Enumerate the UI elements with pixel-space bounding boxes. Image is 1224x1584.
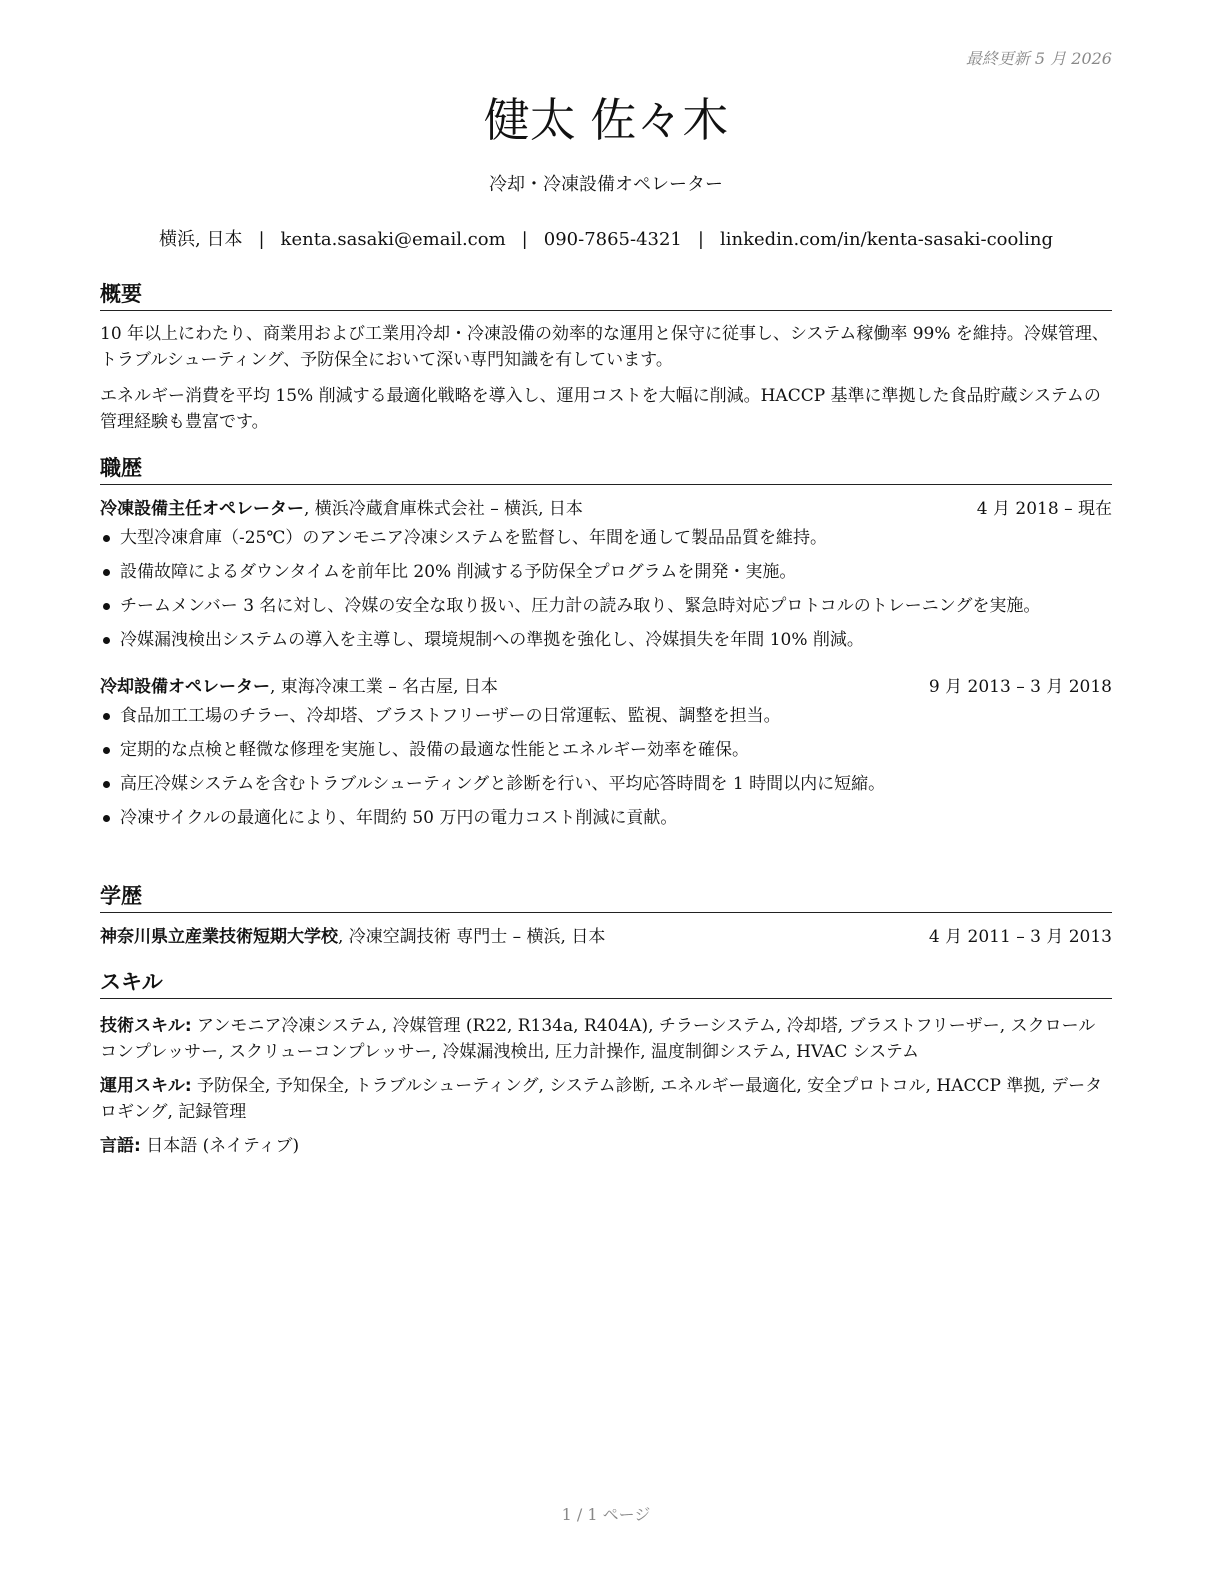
skills-section	[100, 966, 1112, 1159]
education-dates: 4 月 2011 – 3 月 2013	[928, 927, 1112, 947]
list-item: 冷凍サイクルの最適化により、年間約 50 万円の電力コスト削減に貢献。	[120, 805, 1112, 831]
section-heading: 学歴	[100, 880, 1112, 913]
contact-location: 横浜, 日本	[159, 229, 243, 250]
school-name: 神奈川県立産業技術短期大学校	[100, 927, 338, 947]
list-item: 高圧冷媒システムを含むトラブルシューティングと診断を行い、平均応答時間を 1 時間以内に短縮。	[120, 771, 1112, 797]
contact-line	[100, 225, 1112, 251]
contact-separator: |	[697, 229, 704, 250]
job-org: , 東海冷凍工業 – 名古屋, 日本	[270, 677, 498, 697]
job-bullets	[100, 525, 1112, 653]
summary-paragraph: 10 年以上にわたり、商業用および工業用冷却・冷凍設備の効率的な運用と保守に従事し、システム稼働率 99% を維持。冷媒管理、トラブルシューティング、予防保全において深い専門知識を有しています。	[100, 324, 1109, 370]
candidate-name: 健太 佐々木	[483, 93, 729, 147]
page-number: 1 / 1 ページ	[561, 1505, 651, 1524]
list-item: チームメンバー 3 名に対し、冷媒の安全な取り扱い、圧力計の読み取り、緊急時対応プロトコルのトレーニングを実施。	[120, 593, 1112, 619]
contact-separator: |	[258, 229, 265, 250]
skill-label: 言語:	[100, 1136, 141, 1156]
experience-section	[100, 452, 1112, 839]
job-title: 冷却設備オペレーター	[100, 677, 270, 697]
skill-value: 予防保全, 予知保全, トラブルシューティング, システム診断, エネルギー最適化, 安全プロトコル, HACCP 準拠, データロギング, 記録管理	[100, 1076, 1103, 1122]
skill-value: 日本語 (ネイティブ)	[140, 1136, 300, 1156]
section-heading: スキル	[100, 966, 1112, 999]
degree-detail: , 冷凍空調技術 専門士 – 横浜, 日本	[338, 927, 606, 947]
list-item: 冷媒漏洩検出システムの導入を主導し、環境規制への準拠を強化し、冷媒損失を年間 10% 削減。	[120, 627, 1112, 653]
skill-label: 運用スキル:	[100, 1076, 192, 1096]
skill-row	[100, 1073, 1112, 1125]
job-header	[100, 497, 1112, 521]
job-org: , 横浜冷蔵倉庫株式会社 – 横浜, 日本	[304, 499, 583, 519]
summary-paragraph: エネルギー消費を平均 15% 削減する最適化戦略を導入し、運用コストを大幅に削減。HACCP 基準に準拠した食品貯蔵システムの管理経験も豊富です。	[100, 386, 1101, 432]
contact-separator: |	[521, 229, 528, 250]
education-entry	[100, 925, 1112, 949]
skill-row	[100, 1013, 1112, 1065]
section-heading: 概要	[100, 278, 1112, 311]
job-title: 冷凍設備主任オペレーター	[100, 499, 304, 519]
skill-value: アンモニア冷凍システム, 冷媒管理 (R22, R134a, R404A), チラーシステム, 冷却塔, ブラストフリーザー, スクロールコンプレッサー, スクリューコンプレッサー, 冷媒漏洩検出, 圧力計操作, 温度制御システム, HVAC システム	[100, 1016, 1096, 1062]
contact-email[interactable]: kenta.sasaki@email.com	[280, 229, 506, 250]
skill-label: 技術スキル:	[100, 1016, 192, 1036]
list-item: 大型冷凍倉庫（-25℃）のアンモニア冷凍システムを監督し、年間を通して製品品質を維持。	[120, 525, 1112, 551]
list-item: 食品加工工場のチラー、冷却塔、ブラストフリーザーの日常運転、監視、調整を担当。	[120, 703, 1112, 729]
skill-row	[100, 1133, 1112, 1159]
job-header	[100, 675, 1112, 699]
contact-linkedin[interactable]: linkedin.com/in/kenta-sasaki-cooling	[719, 229, 1053, 250]
list-item: 設備故障によるダウンタイムを前年比 20% 削減する予防保全プログラムを開発・実施。	[120, 559, 1112, 585]
job-dates: 4 月 2018 – 現在	[976, 499, 1112, 519]
contact-phone[interactable]: 090-7865-4321	[543, 229, 682, 250]
job-dates: 9 月 2013 – 3 月 2018	[928, 677, 1112, 697]
job-bullets	[100, 703, 1112, 831]
summary-section	[100, 278, 1112, 435]
resume-page	[100, 0, 1112, 1584]
education-section	[100, 880, 1112, 949]
list-item: 定期的な点検と軽微な修理を実施し、設備の最適な性能とエネルギー効率を確保。	[120, 737, 1112, 763]
job-tagline: 冷却・冷凍設備オペレーター	[489, 174, 723, 195]
last-updated: 最終更新 5 月 2026	[965, 49, 1112, 68]
section-heading: 職歴	[100, 452, 1112, 485]
